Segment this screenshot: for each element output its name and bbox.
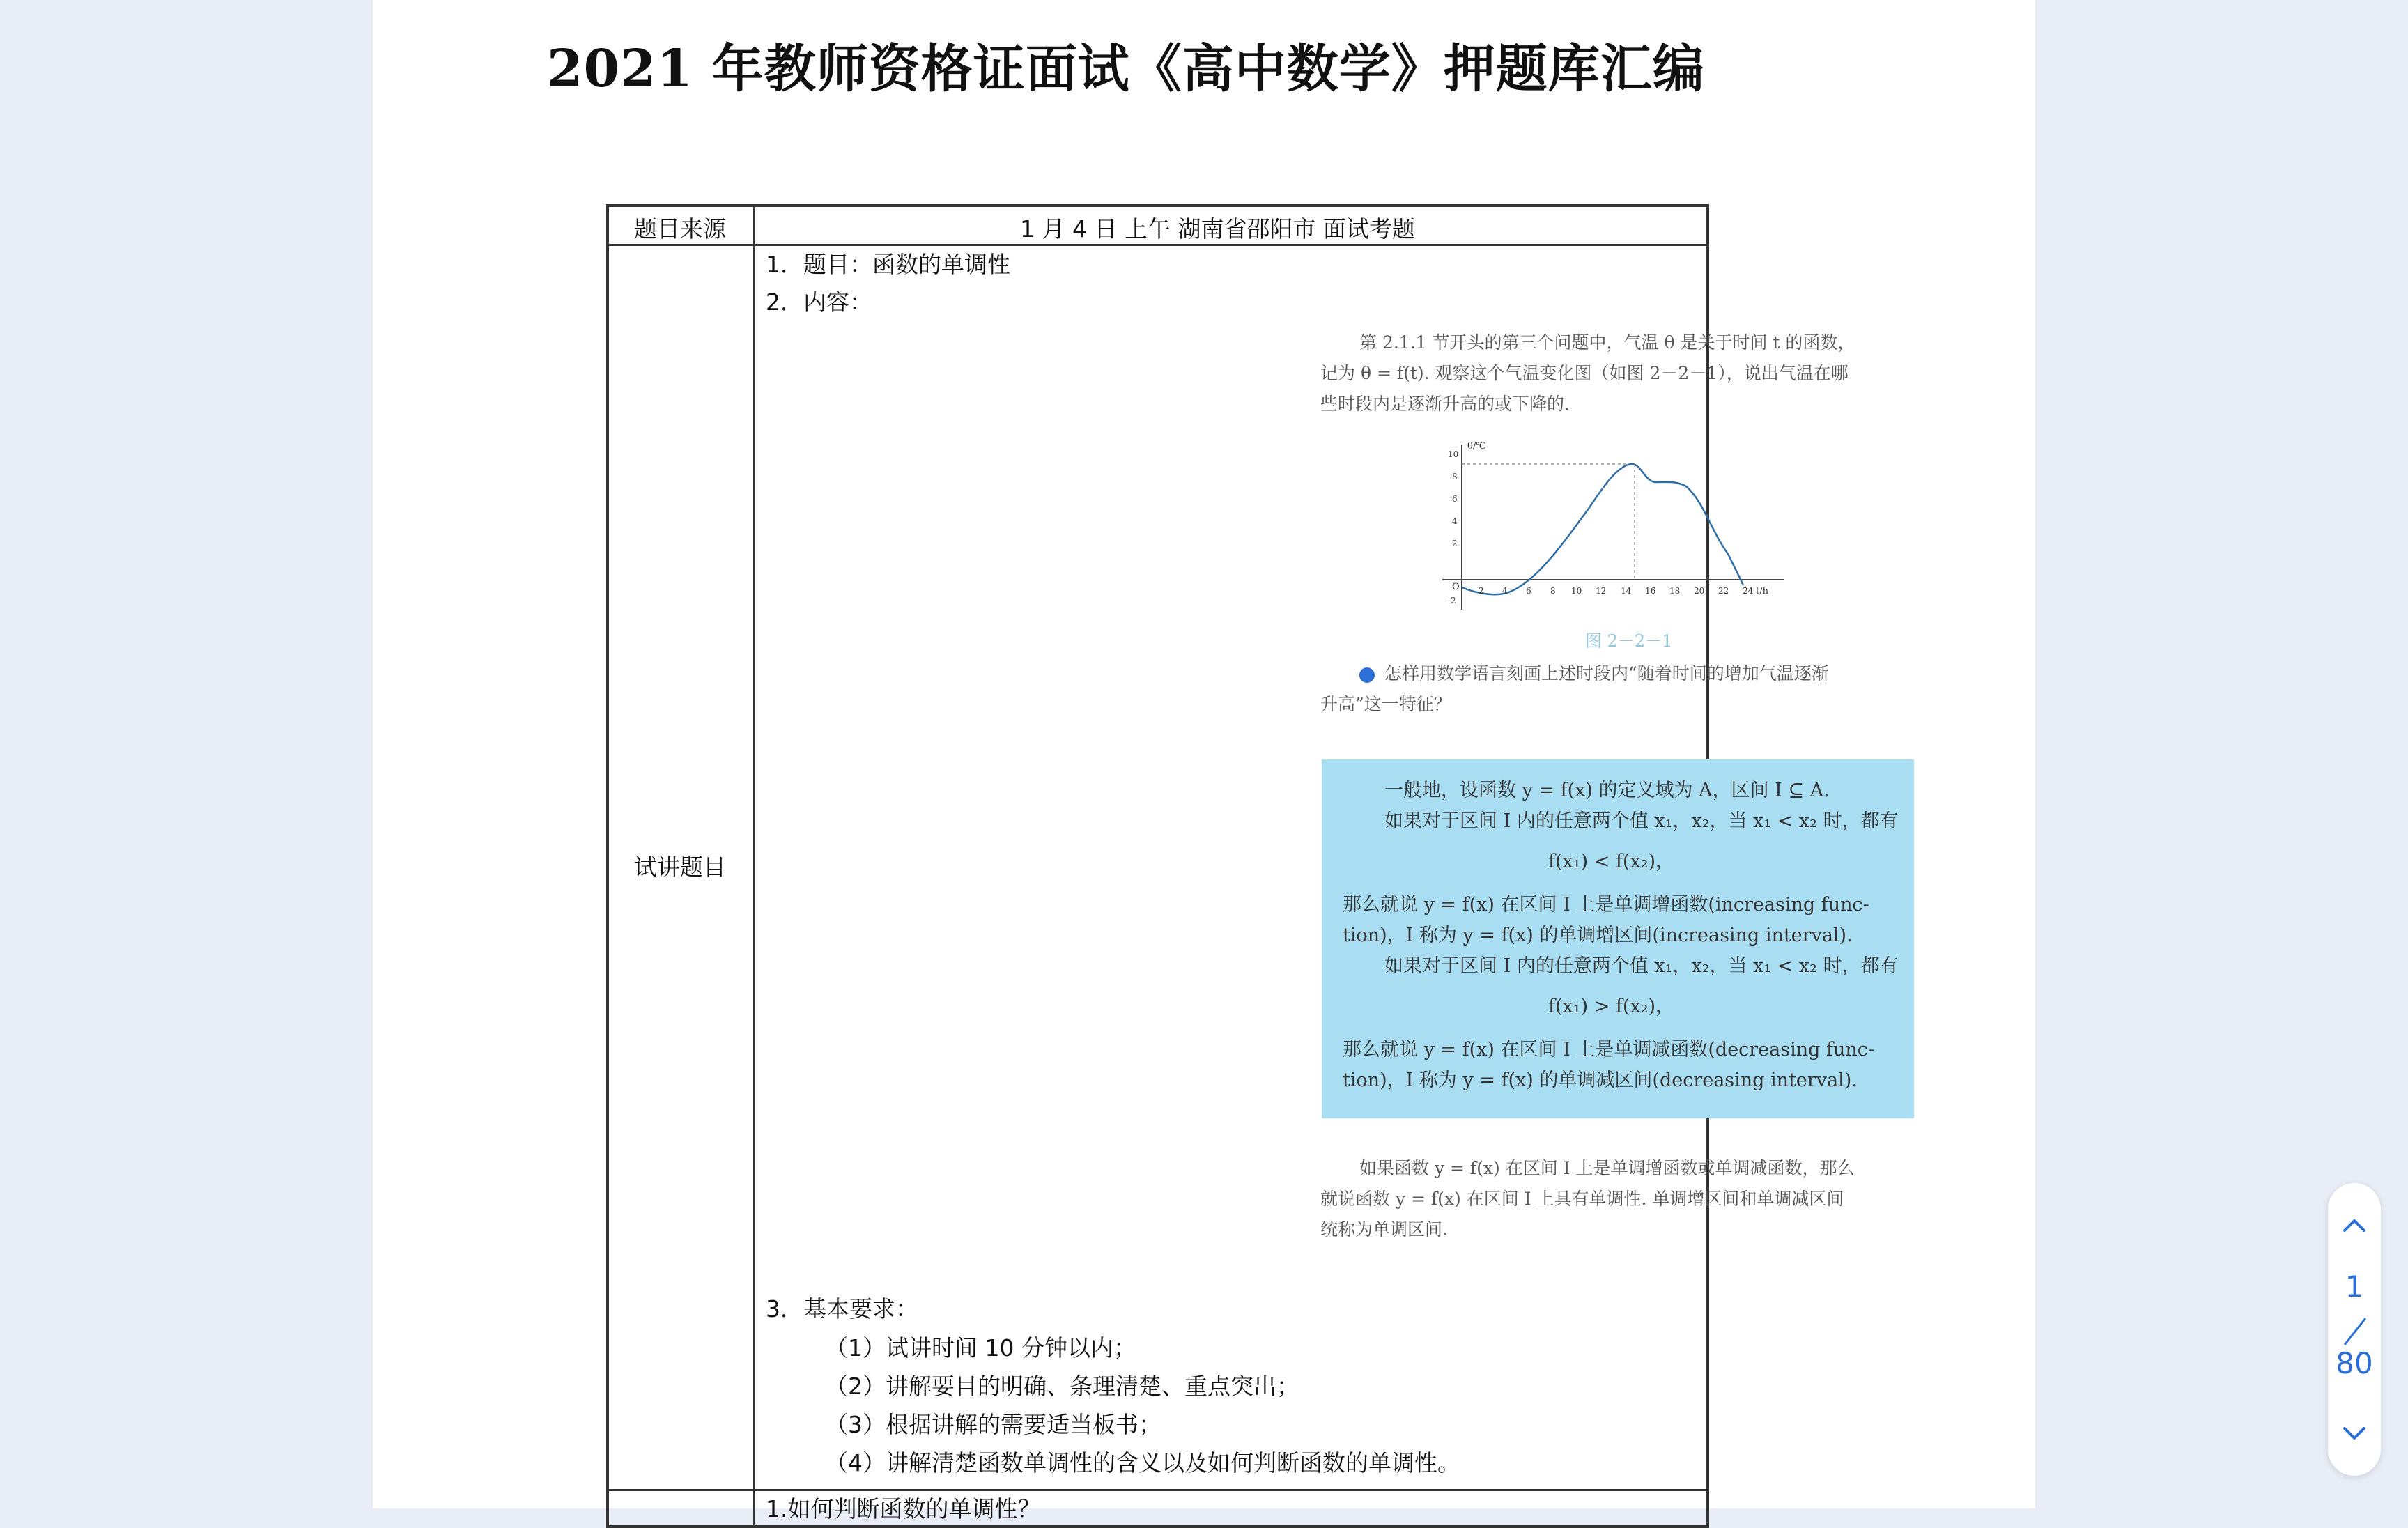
- x-tick-label: 16: [1645, 586, 1656, 596]
- textbook-excerpt: [1320, 327, 1934, 1247]
- requirements-title: 3．基本要求：: [766, 1295, 918, 1322]
- x-tick-label: 14: [1621, 586, 1632, 596]
- x-tick-label: 24: [1743, 586, 1754, 596]
- requirement-item: （2）讲解要目的明确、条理清楚、重点突出；: [825, 1373, 1299, 1400]
- definition-line: 那么就说 y = f(x) 在区间 I 上是单调减函数(decreasing func-: [1343, 1039, 1874, 1060]
- page-separator: [2342, 1314, 2368, 1349]
- x-tick-label: 18: [1669, 586, 1681, 596]
- previous-page-button[interactable]: [2328, 1204, 2381, 1246]
- definition-line: 一般地，设函数 y = f(x) 的定义域为 A，区间 I ⊆ A.: [1384, 780, 1830, 801]
- total-pages-number: 80: [2336, 1346, 2373, 1380]
- conclusion-paragraph: [1320, 1153, 1920, 1245]
- intro-line: 记为 θ = f(t). 观察这个气温变化图（如图 2－2－1），说出气温在哪: [1320, 363, 1849, 383]
- row-label: 试讲题目: [634, 854, 726, 881]
- chevron-up-icon: [2345, 1221, 2364, 1230]
- definition-box: [1322, 759, 1914, 1118]
- question-paragraph: [1320, 658, 1920, 720]
- x-tick-label: 8: [1550, 586, 1556, 596]
- x-tick-label: 20: [1694, 586, 1705, 596]
- intro-paragraph: [1320, 327, 1920, 419]
- temperature-graph: [1428, 439, 1791, 613]
- y-tick-label: 6: [1452, 494, 1458, 504]
- definition-line: 如果对于区间 I 内的任意两个值 x₁，x₂，当 x₁ < x₂ 时，都有: [1384, 810, 1899, 832]
- definition-line: 那么就说 y = f(x) 在区间 I 上是单调增函数(increasing func-: [1343, 894, 1869, 916]
- document-page: [373, 0, 2035, 1522]
- requirement-item: （1）试讲时间 10 分钟以内；: [825, 1334, 1136, 1361]
- y-tick-label: 8: [1452, 472, 1458, 481]
- requirement-item: （3）根据讲解的需要适当板书；: [825, 1411, 1161, 1438]
- x-tick-label: 10: [1571, 586, 1582, 596]
- y-tick-label: -2: [1448, 596, 1456, 605]
- topic-line: 1．题目：函数的单调性: [766, 251, 1010, 278]
- temperature-curve: [1462, 464, 1743, 594]
- x-tick-label: 22: [1718, 586, 1729, 596]
- intro-line: 些时段内是逐渐升高的或下降的.: [1320, 394, 1570, 414]
- conclusion-line: 统称为单调区间.: [1320, 1219, 1448, 1240]
- next-row-text: 1.如何判断函数的单调性？: [766, 1495, 1041, 1522]
- definition-line: 如果对于区间 I 内的任意两个值 x₁，x₂，当 x₁ < x₂ 时，都有: [1384, 955, 1899, 977]
- definition-line: f(x₁) < f(x₂)，: [1548, 851, 1675, 872]
- current-page-number: 1: [2345, 1270, 2364, 1304]
- origin-label: O: [1452, 582, 1460, 592]
- figure-caption: 图 2－2－1: [1585, 631, 1673, 651]
- x-tick-label: 12: [1596, 586, 1607, 596]
- y-tick-label: 2: [1452, 539, 1458, 548]
- definition-line: f(x₁) > f(x₂)，: [1548, 996, 1675, 1017]
- chevron-down-icon: [2345, 1428, 2364, 1438]
- page-navigator: [2328, 1183, 2381, 1476]
- definition-line: tion)，I 称为 y = f(x) 的单调减区间(decreasing interval).: [1343, 1070, 1858, 1091]
- x-tick-label: 6: [1526, 586, 1531, 596]
- next-page-button[interactable]: [2328, 1413, 2381, 1455]
- y-tick-label: 4: [1452, 516, 1458, 526]
- definition-line: tion)，I 称为 y = f(x) 的单调增区间(increasing interval).: [1343, 925, 1853, 946]
- source-value: 1 月 4 日 上午 湖南省邵阳市 面试考题: [1020, 215, 1415, 242]
- table-divider: [609, 244, 1706, 246]
- y-tick-label: 10: [1448, 449, 1459, 459]
- source-label: 题目来源: [634, 215, 726, 242]
- conclusion-line: 如果函数 y = f(x) 在区间 I 上是单调增函数或单调减函数，那么: [1359, 1158, 1855, 1178]
- slash-icon: [2345, 1318, 2365, 1345]
- content-line: 2．内容：: [766, 288, 872, 316]
- bullet-dot-icon: [1359, 667, 1375, 683]
- question-line: 升高”这一特征？: [1320, 694, 1451, 714]
- conclusion-line: 就说函数 y = f(x) 在区间 I 上具有单调性. 单调增区间和单调减区间: [1320, 1189, 1844, 1209]
- x-axis-label: t/h: [1756, 586, 1768, 596]
- requirement-item: （4）讲解清楚函数单调性的含义以及如何判断函数的单调性。: [825, 1449, 1460, 1476]
- question-line: 怎样用数学语言刻画上述时段内“随着时间的增加气温逐渐: [1384, 663, 1829, 684]
- y-axis-label: θ/℃: [1467, 441, 1486, 452]
- x-tick-label: 4: [1502, 586, 1508, 596]
- table-column-divider: [753, 207, 755, 1525]
- x-tick-label: 2: [1479, 586, 1484, 596]
- document-title: 2021 年教师资格证面试《高中数学》押题库汇编: [547, 39, 1705, 99]
- intro-line: 第 2.1.1 节开头的第三个问题中，气温 θ 是关于时间 t 的函数，: [1359, 332, 1855, 353]
